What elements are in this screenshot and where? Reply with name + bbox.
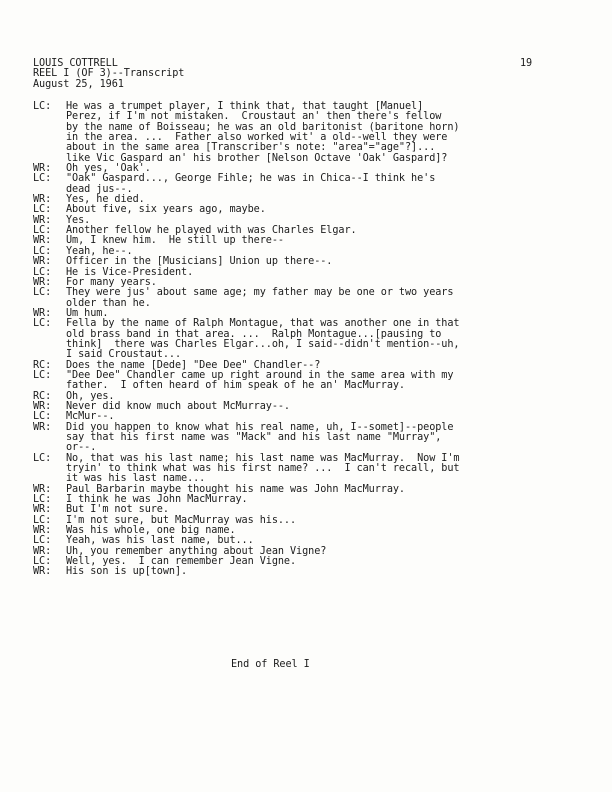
speaker-label: LC: — [33, 318, 52, 330]
page-number: 19 — [520, 58, 533, 69]
utterance-line: I'm not sure, but MacMurray was his... — [66, 514, 297, 526]
utterance-line: Oh yes, 'Oak'. — [66, 163, 151, 175]
utterance — [66, 102, 593, 164]
speaker-label: WR: — [33, 163, 52, 175]
speaker-label: WR: — [33, 504, 52, 516]
utterance-line: Um hum. — [66, 307, 109, 319]
speaker-label: WR: — [33, 214, 52, 226]
reel-label: REEL I (OF 3)--Transcript — [33, 68, 185, 80]
speaker-label: WR: — [33, 307, 52, 319]
speaker-label: LC: — [33, 225, 52, 237]
utterance — [66, 205, 593, 215]
utterance — [66, 236, 593, 246]
speaker-label: WR: — [33, 235, 52, 247]
utterance-line: Oh, yes. — [66, 390, 115, 402]
transcript-entry — [33, 257, 593, 267]
transcript-entry — [33, 319, 593, 360]
utterance-line: think] there was Charles Elgar...oh, I said--didn't mention--uh, — [66, 338, 460, 350]
utterance-line: tryin' to think what was his first name? ... I can't recall, but — [66, 463, 460, 475]
utterance-line: in the area. ... Father also worked wit' a old--well they were — [66, 132, 448, 144]
transcript-entry — [33, 288, 593, 309]
utterance-line: Did you happen to know what his real name, uh, I--somet]--people — [66, 421, 454, 433]
utterance-line: He was a trumpet player, I think that, that taught [Manuel] — [66, 101, 424, 112]
utterance-line: Never did know much about McMurray--. — [66, 400, 290, 412]
utterance — [66, 567, 593, 577]
utterance-line: Officer in the [Musicians] Union up there--. — [66, 256, 333, 268]
utterance — [66, 319, 593, 360]
utterance-line: About five, six years ago, maybe. — [66, 204, 266, 216]
utterance-line: For many years. — [66, 276, 157, 288]
speaker-label: LC: — [33, 411, 52, 423]
utterance-line: about in the same area [Transcriber's note: "area"="age"?]... — [66, 142, 436, 154]
speaker-label: LC: — [33, 204, 52, 216]
utterance-line: Was his whole, one big name. — [66, 525, 236, 537]
utterance-line: Does the name [Dede] "Dee Dee" Chandler--? — [66, 359, 321, 371]
utterance-line: Yeah, he--. — [66, 245, 133, 257]
speaker-label: WR: — [33, 276, 52, 288]
interviewee-name: LOUIS COTTRELL — [33, 58, 118, 69]
transcript-entry — [33, 423, 593, 454]
utterance-line: "Dee Dee" Chandler came up right around in the same area with my — [66, 369, 454, 381]
utterance-line: father. I often heard of him speak of he an' MacMurray. — [66, 380, 405, 392]
utterance-line: say that his first name was "Mack" and his last name "Murray", — [66, 432, 442, 443]
utterance — [66, 423, 593, 454]
speaker-label: LC: — [33, 173, 52, 185]
utterance-line: Well, yes. I can remember Jean Vigne. — [66, 556, 297, 568]
speaker-label: LC: — [33, 556, 52, 568]
transcript-entry — [33, 371, 593, 392]
speaker-label: LC: — [33, 369, 52, 381]
speaker-label: LC: — [33, 514, 52, 526]
document-header — [33, 59, 184, 90]
utterance-line: But I'm not sure. — [66, 504, 169, 516]
utterance — [66, 174, 593, 195]
utterance — [66, 402, 593, 412]
interview-date: August 25, 1961 — [33, 78, 124, 90]
utterance-line: old brass band in that area. ... Ralph Montague...[pausing to — [66, 328, 442, 340]
speaker-label: WR: — [33, 194, 52, 206]
utterance-line: "Oak" Gaspard..., George Fihle; he was in Chica--I think he's — [66, 173, 436, 185]
utterance-line: it was his last name... — [66, 473, 206, 485]
speaker-label: WR: — [33, 566, 52, 578]
speaker-label: LC: — [33, 535, 52, 547]
utterance-line: I said Croustaut... — [66, 349, 182, 361]
transcript-entry — [33, 102, 593, 164]
utterance-line: Fella by the name of Ralph Montague, that was another one in that — [66, 318, 460, 330]
utterance-line: by the name of Boisseau; he was an old baritonist (baritone horn) — [66, 121, 460, 133]
speaker-label: RC: — [33, 359, 52, 371]
end-of-reel-note: End of Reel I — [231, 659, 310, 670]
utterance-line: or--. — [66, 442, 97, 454]
utterance-line: They were jus' about same age; my father may be one or two years — [66, 287, 454, 299]
transcript-entry — [33, 174, 593, 195]
utterance-line: older than he. — [66, 297, 151, 309]
utterance-line: Um, I knew him. He still up there-- — [66, 235, 284, 247]
transcript-body — [33, 102, 593, 578]
utterance-line: Yes. — [66, 214, 91, 226]
utterance-line: I think he was John MacMurray. — [66, 494, 248, 506]
speaker-label: WR: — [33, 256, 52, 268]
utterance — [66, 288, 593, 309]
utterance-line: Uh, you remember anything about Jean Vigne? — [66, 545, 327, 557]
utterance — [66, 371, 593, 392]
utterance-line: Yeah, was his last name, but... — [66, 535, 254, 547]
speaker-label: LC: — [33, 452, 52, 464]
utterance-line: Paul Barbarin maybe thought his name was John MacMurray. — [66, 483, 405, 495]
speaker-label: LC: — [33, 101, 52, 112]
utterance-line: Yes, he died. — [66, 194, 145, 206]
transcript-entry — [33, 454, 593, 485]
utterance-line: No, that was his last name; his last name was MacMurray. Now I'm — [66, 452, 460, 464]
speaker-label: WR: — [33, 483, 52, 495]
speaker-label: RC: — [33, 390, 52, 402]
transcript-entry — [33, 205, 593, 215]
speaker-label: WR: — [33, 545, 52, 557]
utterance — [66, 454, 593, 485]
utterance-line: dead jus--. — [66, 183, 133, 195]
speaker-label: LC: — [33, 494, 52, 506]
utterance-line: His son is up[town]. — [66, 566, 188, 578]
utterance-line: He is Vice-President. — [66, 266, 194, 278]
speaker-label: LC: — [33, 266, 52, 278]
utterance-line: Another fellow he played with was Charles Elgar. — [66, 225, 357, 237]
transcript-entry — [33, 567, 593, 577]
transcript-entry — [33, 402, 593, 412]
utterance-line: Perez, if I'm not mistaken. Croustaut an' then there's fellow — [66, 111, 442, 123]
speaker-label: WR: — [33, 421, 52, 433]
utterance-line: McMur--. — [66, 411, 115, 423]
speaker-label: LC: — [33, 245, 52, 257]
utterance-line: like Vic Gaspard an' his brother [Nelson Octave 'Oak' Gaspard]? — [66, 152, 448, 164]
speaker-label: LC: — [33, 287, 52, 299]
speaker-label: WR: — [33, 400, 52, 412]
speaker-label: WR: — [33, 525, 52, 537]
utterance — [66, 257, 593, 267]
